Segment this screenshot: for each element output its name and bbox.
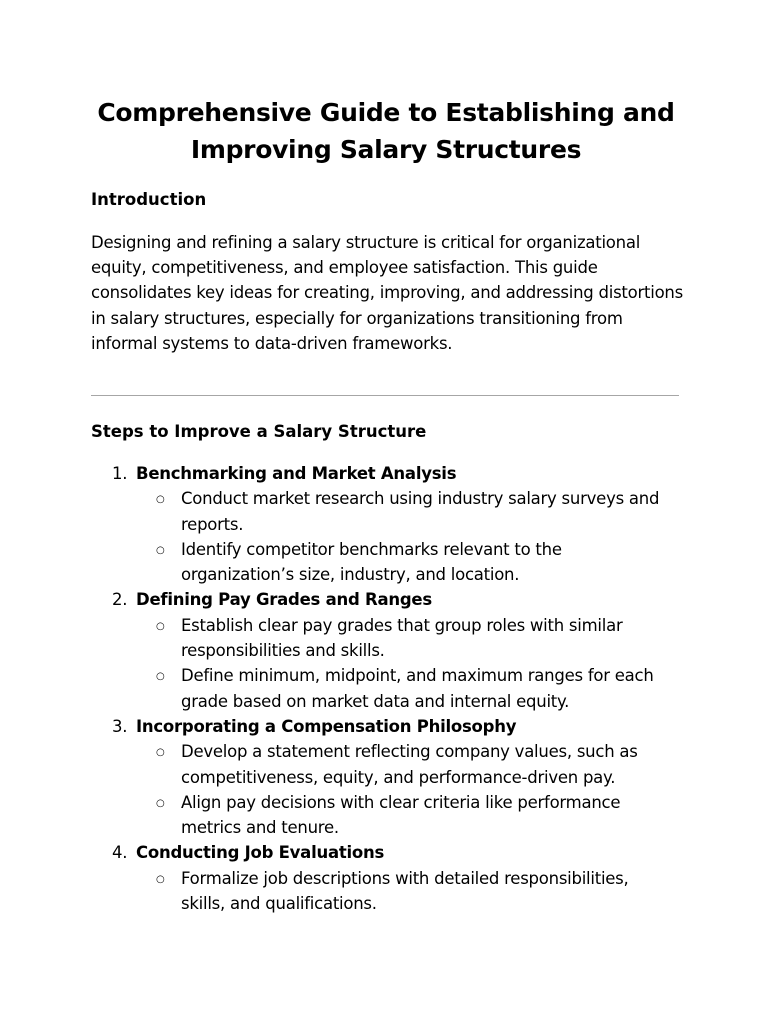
sub-item-text: Identify competitor benchmarks relevant to the organization’s size, industry, and location. [181,539,562,585]
steps-heading: Steps to Improve a Salary Structure [91,422,427,441]
sub-item-text: Formalize job descriptions with detailed responsibilities, skills, and qualifications. [181,868,629,914]
section-divider [91,395,679,396]
introduction-paragraph: Designing and refining a salary structure is critical for organizational equity, competitiveness, and employee satisfaction. This guide consolidates key ideas for creating, improving, and addressing distortions in salary structures, especially for organizations transitioning from informal systems to data-driven frameworks. [91,233,683,353]
document-title: Comprehensive Guide to Establishing and Improving Salary Structures [97,98,675,164]
step-number: 1. [112,464,128,483]
sub-list [136,486,683,587]
introduction-heading: Introduction [91,190,207,209]
sub-item-text: Develop a statement reflecting company values, such as competitiveness, equity, and performance-driven pay. [181,742,638,787]
sub-item [136,866,673,917]
circle-bullet-icon: ○ [156,797,165,809]
sub-list [136,866,683,917]
steps-list [91,461,683,916]
step-heading: Conducting Job Evaluations [136,843,385,863]
circle-bullet-icon: ○ [156,671,165,683]
step-item [91,587,683,713]
circle-bullet-icon: ○ [156,620,165,632]
circle-bullet-icon: ○ [156,544,165,556]
sub-item [136,486,673,537]
sub-item [136,790,673,841]
sub-list [136,613,683,714]
sub-item [136,537,673,588]
step-item [91,714,683,840]
step-item [91,840,683,916]
sub-item-text: Establish clear pay grades that group roles with similar responsibilities and skills. [181,615,623,661]
step-heading: Incorporating a Compensation Philosophy [136,716,517,736]
sub-item [136,739,673,790]
sub-item [136,613,673,664]
circle-bullet-icon: ○ [156,494,165,506]
sub-item-text: Conduct market research using industry salary surveys and reports. [181,489,660,534]
circle-bullet-icon: ○ [156,873,165,885]
sub-item-text: Align pay decisions with clear criteria like performance metrics and tenure. [181,792,621,838]
step-number: 3. [112,716,128,736]
sub-item-text: Define minimum, midpoint, and maximum ranges for each grade based on market data and internal equity. [181,666,654,711]
sub-item [136,663,673,714]
step-heading: Defining Pay Grades and Ranges [136,590,432,610]
sub-list [136,739,683,840]
step-number: 2. [112,590,128,610]
step-number: 4. [112,843,128,863]
circle-bullet-icon: ○ [156,747,165,759]
step-heading: Benchmarking and Market Analysis [136,464,457,483]
step-item [91,461,683,587]
